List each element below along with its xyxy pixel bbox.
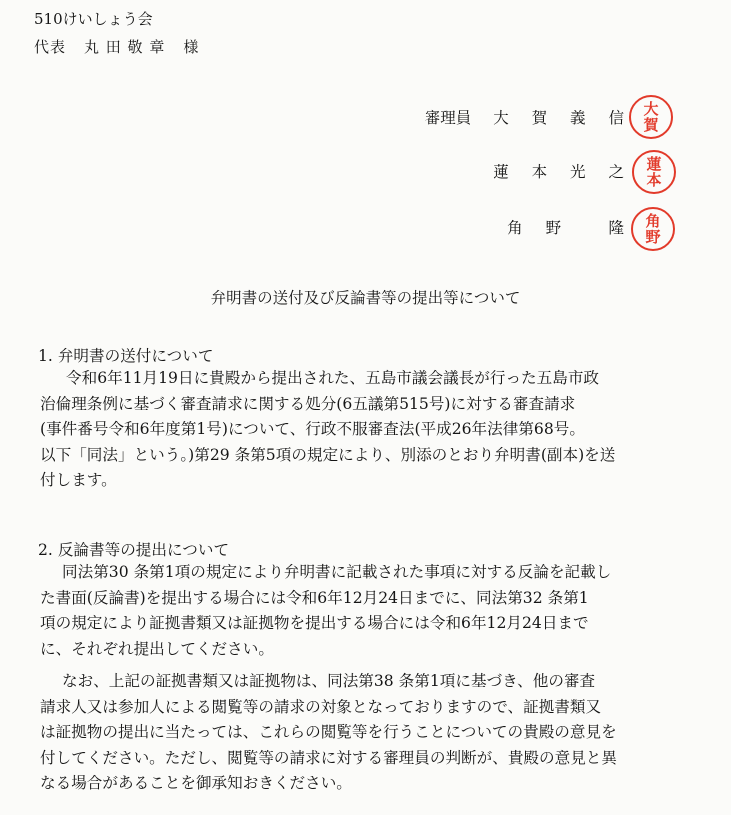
section-2-heading: 2. 反論書等の提出について bbox=[38, 541, 230, 559]
representative-prefix: 代表 bbox=[34, 38, 67, 56]
section-2-body-1 bbox=[40, 560, 700, 662]
signatory-2 bbox=[493, 160, 633, 182]
honorific: 様 bbox=[183, 38, 200, 56]
signatory-3 bbox=[507, 216, 633, 238]
body-line: 令和6年11月19日に貴殿から提出された、五島市議会議長が行った五島市政 bbox=[66, 369, 600, 387]
section-1-body bbox=[40, 366, 700, 494]
seal-stamp-3: 角 野 bbox=[631, 207, 675, 251]
signatory-1 bbox=[425, 106, 633, 128]
addressee-organization: 510けいしょう会 bbox=[34, 10, 153, 28]
signatory-name: 角 野 隆 bbox=[507, 219, 633, 237]
section-2-body-2 bbox=[40, 669, 700, 797]
seal-stamp-2: 蓮 本 bbox=[632, 150, 676, 194]
signatory-name: 大 賀 義 信 bbox=[493, 109, 633, 127]
body-line: た書面(反論書)を提出する場合には令和6年12月24日までに、同法第32 条第1 bbox=[40, 588, 589, 607]
body-line: に、それぞれ提出してください。 bbox=[40, 639, 274, 658]
body-line: 以下「同法」という。)第29 条第5項の規定により、別添のとおり弁明書(副本)を送 bbox=[40, 445, 616, 464]
signatory-name: 蓮 本 光 之 bbox=[493, 163, 633, 181]
section-1-heading: 1. 弁明書の送付について bbox=[38, 347, 214, 365]
signatory-role: 審理員 bbox=[424, 109, 472, 127]
addressee-representative bbox=[34, 37, 199, 57]
seal-stamp-1: 大 賀 bbox=[629, 95, 673, 139]
body-line: 付します。 bbox=[40, 471, 117, 489]
document-title: 弁明書の送付及び反論書等の提出等について bbox=[210, 289, 521, 307]
body-line: なる場合があることを御承知おきください。 bbox=[40, 774, 352, 792]
body-line: 項の規定により証拠書類又は証拠物を提出する場合には令和6年12月24日まで bbox=[40, 614, 589, 632]
representative-name: 丸 田 敬 章 bbox=[84, 38, 166, 56]
body-line: 請求人又は参加人による閲覧等の請求の対象となっておりますので、証拠書類又 bbox=[40, 697, 602, 716]
body-line: なお、上記の証拠書類又は証拠物は、同法第38 条第1項に基づき、他の審査 bbox=[62, 672, 596, 690]
body-line: (事件番号令和6年度第1号)について、行政不服審査法(平成26年法律第68号。 bbox=[40, 420, 585, 438]
body-line: は証拠物の提出に当たっては、これらの閲覧等を行うことについての貴殿の意見を bbox=[40, 723, 617, 741]
body-line: 付してください。ただし、閲覧等の請求に対する審理員の判断が、貴殿の意見と異 bbox=[40, 748, 617, 767]
body-line: 同法第30 条第1項の規定により弁明書に記載された事項に対する反論を記載し bbox=[62, 563, 612, 581]
body-line: 治倫理条例に基づく審査請求に関する処分(6五議第515号)に対する審査請求 bbox=[40, 394, 576, 413]
